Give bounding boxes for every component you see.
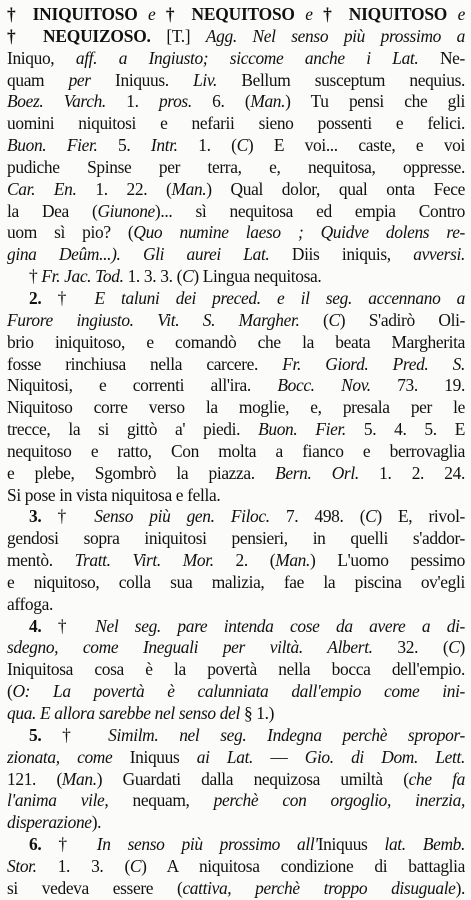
text-run: Agg. Nel senso più prossimo a (205, 25, 465, 46)
text-line (7, 244, 465, 266)
text-run: 1. 3. ( (36, 855, 130, 876)
text-run: Niquitoso corre verso la moglie, e, presala per le (7, 397, 465, 418)
text-run: Stor. (7, 855, 37, 876)
text-line (7, 157, 465, 179)
text-line (7, 48, 465, 70)
text-run: In senso più prossimo all' (96, 834, 318, 855)
text-line (7, 834, 465, 856)
text-line (7, 572, 465, 594)
sense-number: 4. (29, 615, 42, 636)
text-run: nequam, (108, 790, 214, 811)
text-run: ) E, rivol- (376, 506, 465, 527)
text-run: 7. 498. ( (269, 506, 366, 527)
text-run: ) A niquitosa condizione di battaglia (141, 855, 465, 876)
text-run: C (365, 506, 377, 527)
text-run: Man. (250, 91, 286, 112)
text-run: ) Tu pensi che gli (285, 91, 465, 112)
text-run: uomini niquitosi e nefarii sieno possenti e felici. (7, 113, 465, 134)
text-run: ) S'adirò Oli- (339, 309, 465, 330)
text-line (7, 747, 465, 769)
text-line (7, 397, 465, 419)
text-run: cattiva, perchè troppo disuguale (182, 877, 456, 898)
text-run: pudiche Spinse per terra, e, nequitosa, oppresse. (7, 156, 465, 177)
text-run: Ne- (418, 47, 465, 68)
text-line (7, 528, 465, 550)
text-run: Fr. Giord. Pred. S. (282, 353, 465, 374)
text-run: 2. ( (213, 550, 276, 571)
text-run: Iniquus (317, 834, 385, 855)
text-run: † (41, 834, 97, 855)
text-run: ( (7, 681, 13, 702)
text-line (7, 550, 465, 572)
text-run: disperazione (7, 812, 92, 833)
text-run: Buon. Fier. (7, 135, 98, 156)
text-run: † (41, 615, 96, 636)
text-run: C (328, 309, 340, 330)
text-run: uom sì pio? ( (7, 222, 134, 243)
text-run: Boez. Varch. (7, 91, 106, 112)
text-run: gina Deûm...). Gli aurei Lat. (7, 244, 270, 265)
text-run: e (447, 4, 465, 24)
text-run: Car. En. (7, 178, 77, 199)
text-line (7, 790, 465, 812)
text-run: Gio. di Dom. Lett. (304, 746, 465, 767)
text-run: O: La povertà è calunniata dall'empio come ini- (12, 681, 465, 702)
text-line (7, 703, 465, 725)
text-run: C (236, 135, 248, 156)
text-run: ai Lat. (196, 746, 254, 767)
text-line (7, 463, 465, 485)
text-run: qua. E allora sarebbe nel senso del (7, 703, 240, 723)
text-line (7, 878, 465, 900)
text-run: Similm. nel seg. Indegna perchè spropor- (108, 724, 465, 745)
text-run: ) Lingua nequitosa. (193, 266, 322, 287)
text-line (7, 725, 465, 747)
text-run: ) Guardati dalla nequizosa umiltà ( (96, 768, 409, 789)
text-line (7, 354, 465, 376)
text-run: brio iniquitoso, e comandò che la beata Margherita (7, 331, 465, 352)
text-run: e plebe, Sgombrò la piazza. (7, 462, 276, 483)
text-line (7, 616, 465, 638)
text-run: Diis iniquis, (269, 244, 414, 265)
text-line (7, 485, 465, 507)
text-line (7, 594, 465, 616)
text-run: ) L'uomo pessimo (310, 550, 465, 571)
text-run: § 1.) (239, 703, 275, 723)
text-run: 1. ( (177, 135, 237, 156)
text-run: E taluni dei preced. e il seg. accennano a (94, 287, 465, 308)
text-run: Iniquitosa cosa è la povertà nella bocca dell'empio. (7, 659, 465, 680)
text-run: Giunone (97, 200, 155, 221)
headword: † NEQUIZOSO. (7, 25, 151, 46)
text-run: e (294, 4, 324, 24)
text-run: )... sì nequitosa ed empia Contro (154, 200, 465, 221)
text-run: Buon. Fier. (258, 419, 346, 440)
text-run: — (253, 746, 305, 767)
text-run: † (29, 266, 42, 287)
text-line (7, 441, 465, 463)
text-run: ). (455, 877, 465, 898)
text-run: lat. Bemb. (384, 834, 465, 855)
text-run: Man. (275, 550, 311, 571)
text-run: Bocc. Nov. (277, 375, 371, 396)
text-line (7, 4, 465, 26)
text-run: 1. (105, 91, 159, 112)
sense-number: 3. (29, 506, 42, 527)
text-run: 73. 19. (370, 375, 465, 396)
text-line (7, 288, 465, 310)
text-run: 1. 2. 24. (358, 462, 465, 483)
text-run: 1. 22. ( (76, 178, 172, 199)
text-run: quam (7, 69, 69, 90)
text-run: Man. (61, 768, 97, 789)
text-line (7, 135, 465, 157)
text-run: l'anima vile, (7, 790, 109, 811)
text-line (7, 222, 465, 244)
text-run: trecce, la si gittò a' piedi. (7, 419, 259, 440)
text-run: Iniquo, (7, 47, 76, 68)
text-line (7, 375, 465, 397)
text-run: Si pose in vista niquitosa e fella. (7, 484, 221, 505)
text-run: 32. ( (372, 637, 449, 658)
text-run: Iniquus (112, 746, 197, 767)
text-run: si vedeva essere ( (7, 877, 183, 898)
text-line (7, 310, 465, 332)
text-run: Senso più gen. Filoc. (94, 506, 270, 527)
text-run: aff. a Ingiusto; siccome anche i Lat. (75, 47, 419, 68)
sense-number: 2. (29, 287, 42, 308)
text-run: ) Qual dolor, qual onta Fece (206, 178, 465, 199)
text-line (7, 113, 465, 135)
text-run: 6. ( (191, 91, 251, 112)
text-line (7, 812, 465, 834)
text-run: gendosi sopra iniquitosi pensieri, in quelli s'addor- (7, 528, 465, 549)
text-line (7, 91, 465, 113)
text-line (7, 637, 465, 659)
text-line (7, 266, 465, 288)
text-run: ( (299, 309, 329, 330)
text-run: Bern. Orl. (275, 462, 359, 483)
text-line (7, 659, 465, 681)
headword: † NEQUITOSO (165, 4, 295, 24)
text-run: Fr. Jac. Tod. (41, 266, 124, 287)
text-run: † (41, 506, 95, 527)
text-run: ) E voi... caste, e voi (247, 135, 465, 156)
text-line (7, 769, 465, 791)
text-run: 121. ( (7, 768, 62, 789)
text-run: † (41, 287, 95, 308)
text-run: pros. (158, 91, 192, 112)
text-run: Tratt. Virt. Mor. (74, 550, 214, 571)
text-line (7, 419, 465, 441)
text-run: 5. 4. 5. E (345, 419, 465, 440)
text-run: fosse rinchiusa nella carcere. (7, 353, 283, 374)
text-run: e (137, 4, 166, 24)
text-run: † (41, 724, 109, 745)
text-run: Nel seg. pare intenda cose da avere a di- (95, 615, 465, 636)
text-run: Intr. (150, 135, 178, 156)
headword: † INIQUITOSO (7, 4, 138, 24)
text-run: Man. (171, 178, 207, 199)
text-run: ) (459, 637, 465, 658)
text-run: zionata, come (7, 746, 113, 767)
text-run: Furore ingiusto. Vit. S. Margher. (7, 309, 300, 330)
text-run: Quo numine laeso ; Quidve dolens re- (133, 222, 465, 243)
text-run: 5. (97, 135, 151, 156)
text-line (7, 201, 465, 223)
sense-number: 5. (29, 724, 42, 745)
text-run: Liv. (193, 69, 217, 90)
text-run: nequitoso e ratto, Con molta a fianco e berrovaglia (7, 440, 465, 461)
text-run: sdegno, come Ineguali per viltà. Albert. (7, 637, 373, 658)
text-run: ). (91, 812, 102, 833)
text-run: e niquitoso, colla sua malizia, fae la piscina ov'egli (7, 571, 465, 592)
text-line (7, 26, 465, 48)
text-run: Iniquus. (90, 69, 194, 90)
text-run: Niquitosi, e correnti all'ira. (7, 375, 278, 396)
text-line (7, 856, 465, 878)
text-line (7, 179, 465, 201)
text-line (7, 332, 465, 354)
text-line (7, 70, 465, 92)
text-run: 1. 3. 3. ( (123, 266, 183, 287)
text-run: avversi. (413, 244, 465, 265)
text-run: perchè con orgoglio, inerzia, (213, 790, 465, 811)
text-run: C (448, 637, 460, 658)
headword: † NIQUITOSO (323, 4, 448, 24)
text-run: affoga. (7, 593, 53, 614)
text-run: mentò. (7, 550, 75, 571)
text-run: per (68, 69, 91, 90)
sense-number: 6. (29, 834, 42, 855)
text-line (7, 681, 465, 703)
text-run: C (182, 266, 194, 287)
text-run: Bellum susceptum nequius. (217, 69, 465, 90)
text-run: la Dea ( (7, 200, 98, 221)
text-run: che fa (408, 768, 465, 789)
text-line (7, 506, 465, 528)
text-run: C (129, 855, 142, 876)
text-run: [T.] (150, 25, 206, 46)
